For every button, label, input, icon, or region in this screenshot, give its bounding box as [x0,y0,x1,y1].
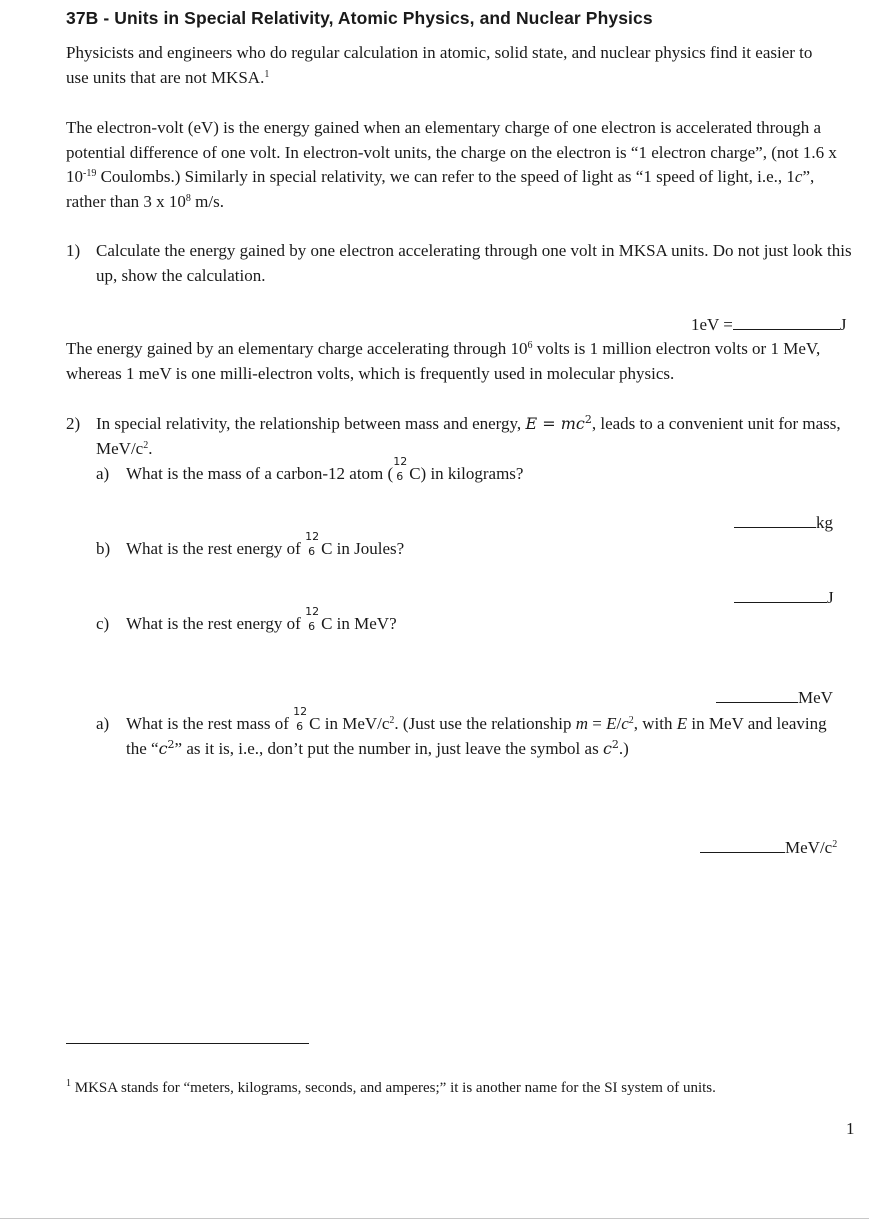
part-d-E: E [606,714,617,733]
part-d-answer-blank[interactable] [700,837,785,853]
page-bottom-edge [0,1218,869,1219]
question-2-exponent: 2 [143,439,149,451]
isotope-mass: 12 [305,530,320,543]
ev-c-symbol: c [794,167,803,187]
part-d-c2: c [158,738,168,758]
part-a-answer-unit: kg [816,513,833,532]
mev-text-1: The energy gained by an elementary charge accelerating through 10 [66,339,528,358]
isotope-atomic: 6 [296,720,304,733]
part-b-answer-unit: J [827,588,834,607]
mev-text-2: volts is 1 million electron volts or 1 MeV, whereas 1 meV is one milli-electron volts, which is frequently used in molecular physics. [66,339,821,383]
page-number: 1 [846,1119,855,1138]
part-d-answer [700,837,837,858]
ev-exponent-2: 8 [185,193,191,205]
ev-text-3: ”, rather than 3 x 10 [66,167,815,212]
isotope-symbol: C [409,464,421,483]
isotope-mass: 12 [393,455,408,468]
isotope-atomic: 6 [308,545,316,558]
isotope-mass: 12 [305,605,320,618]
question-2-text-end: . [148,438,153,458]
part-d-m: m [575,714,589,733]
part-c-answer-unit: MeV [798,688,833,707]
part-b-text [126,530,405,562]
isotope-mass: 12 [293,705,308,718]
part-d-c3-exponent: 2 [611,737,619,751]
part-d-E2: E [676,714,688,733]
isotope-atomic: 6 [308,620,316,633]
part-a-text-before: What is the mass of a carbon-12 atom ( [126,464,394,483]
ev-text-1: The electron-volt (eV) is the energy gained when an elementary charge of one electron is accelerated through a potential difference of one volt. In electron-volt units, the charge on the electron is “1 electron charge”, (not 1.6 x 10 [66,118,837,187]
part-d-slash: / [616,714,622,733]
ev-text-4: m/s. [190,192,224,212]
part-d-text-7: ” as it is, i.e., don’t put the number in, just leave the symbol as [174,738,603,758]
equation-E: E [525,414,538,433]
part-d-exponent-2: 2 [628,715,634,726]
question-2-text [96,412,856,461]
part-d-text [126,705,846,761]
part-a-answer [734,512,833,533]
question-2-number: 2) [66,414,81,433]
part-b-text-before: What is the rest energy of [126,539,306,558]
part-c-label: c) [96,614,110,633]
part-a-answer-blank[interactable] [734,512,816,528]
part-d-eq: = [588,714,607,733]
part-d-text-1: What is the rest mass of [126,714,294,733]
carbon-isotope [305,530,321,558]
part-d-text-8: .) [618,738,629,758]
mev-paragraph [66,337,856,386]
equation-equals: = [537,414,561,433]
equation-exponent: 2 [584,413,592,426]
mev-exponent: 6 [527,340,533,351]
ev-text-2: Coulombs.) Similarly in special relativity, we can refer to the speed of light as “1 speed of light, i.e., 1 [96,167,795,187]
part-a-text-after: ) in kilograms? [420,464,524,483]
part-d-c2-exponent: 2 [167,737,175,751]
intro-text: Physicists and engineers who do regular calculation in atomic, solid state, and nuclear physics find it easier to use units that are not MKSA. [66,43,813,87]
part-b-answer [734,587,834,608]
question-2-text-2: , leads to a convenient unit for mass, MeV/c [96,414,841,458]
page-title: 37B - Units in Special Relativity, Atomic Physics, and Nuclear Physics [66,8,653,28]
question-1-text: Calculate the energy gained by one electron accelerating through one volt in MKSA units. Do not just look this up, show the calculation. [96,241,852,285]
part-d-label: a) [96,714,110,733]
equation-mc: mc [560,414,585,433]
part-d-answer-unit: MeV/c [785,838,833,857]
part-c-text-before: What is the rest energy of [126,614,306,633]
question-2-text-1: In special relativity, the relationship between mass and energy, [96,414,526,433]
part-b-label: b) [96,539,111,558]
part-d-text-2: in MeV/c [320,714,390,733]
footnote-text: MKSA stands for “meters, kilograms, seconds, and amperes;” it is another name for the SI system of units. [71,1080,716,1096]
part-c-answer [716,687,833,708]
question-1-answer-label: 1eV = [691,315,733,334]
footnote-number: 1 [66,1078,71,1089]
question-1-answer-blank[interactable] [733,314,840,330]
isotope-symbol: C [321,539,333,558]
part-c-text-after: in MeV? [332,614,397,633]
part-c-text [126,605,397,637]
part-b-answer-blank[interactable] [734,587,827,603]
part-d-text-5: , with [633,714,677,733]
part-d-exponent-1: 2 [389,715,395,726]
footnote-divider [66,1043,309,1044]
part-a-text [126,455,524,487]
part-d-answer-exponent: 2 [832,839,838,850]
part-d-c: c [621,714,629,733]
question-1-answer-unit: J [839,315,847,334]
question-1-number: 1) [66,241,81,260]
part-c-answer-blank[interactable] [716,687,798,703]
isotope-atomic: 6 [396,470,404,483]
ev-exponent-1: -19 [83,168,97,180]
isotope-symbol: C [321,614,333,633]
footnote-ref[interactable]: 1 [264,68,270,80]
part-d-text-3: . (Just use the relationship [394,714,576,733]
isotope-symbol: C [309,714,321,733]
carbon-isotope [305,605,321,633]
ev-paragraph [66,116,856,215]
part-d-text-6: in MeV and leaving the “ [126,714,827,758]
part-b-text-after: in Joules? [332,539,405,558]
part-d-c3: c [602,738,612,758]
carbon-isotope [293,705,309,733]
footnote [66,1080,716,1097]
carbon-isotope [393,455,409,483]
part-a-label: a) [96,464,110,483]
intro-paragraph [66,41,826,90]
question-1-answer [691,314,846,335]
